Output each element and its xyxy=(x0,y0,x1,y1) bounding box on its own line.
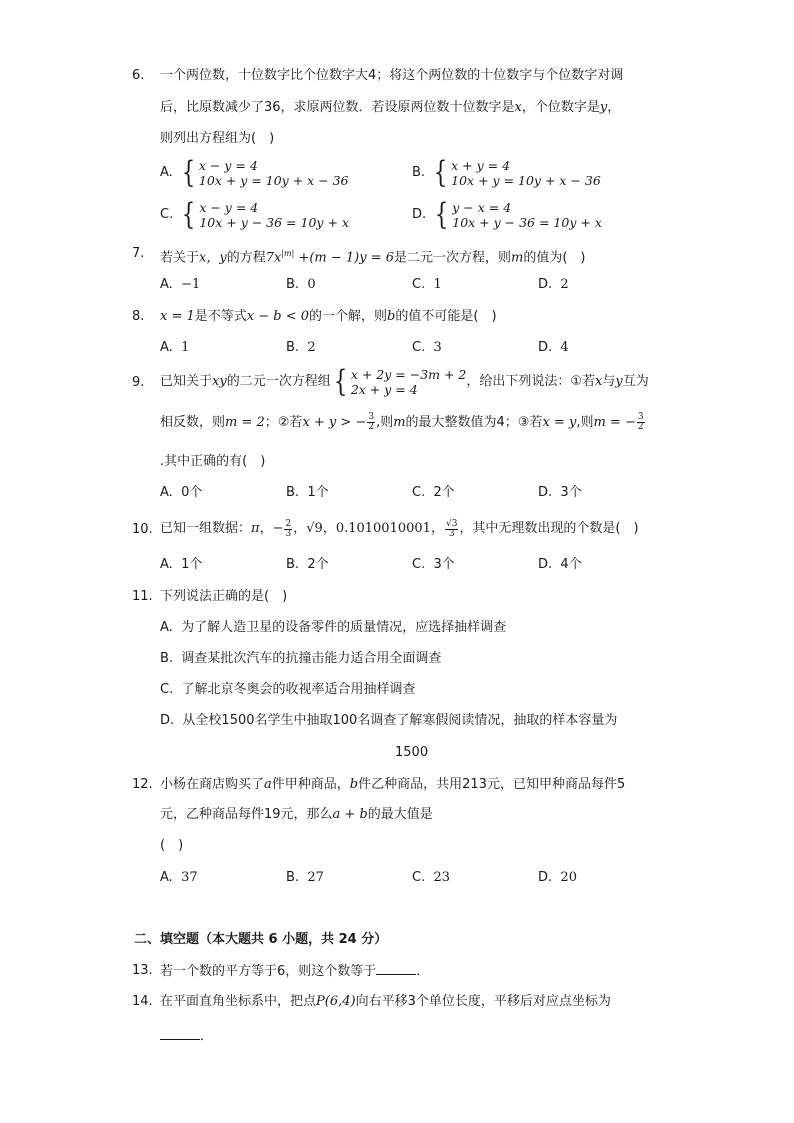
q14-line1: 在平面直角坐标系中，把点P(6,4)向右平移3个单位长度，平移后对应点坐标为 xyxy=(160,994,611,1009)
q7-option-b[interactable]: B. 0 xyxy=(286,277,316,292)
q8-option-b[interactable]: B. 2 xyxy=(286,340,316,355)
q6-number: 6. xyxy=(132,68,145,83)
q9-line3: .其中正确的有( ) xyxy=(160,454,266,469)
q14-line2: ． xyxy=(160,1027,213,1046)
q6-line2: 后，比原数减少了36，求原两位数．若设原两位数十位数字是x，个位数字是y， xyxy=(160,100,621,115)
q12-option-d[interactable]: D. 20 xyxy=(538,870,577,885)
q7-number: 7. xyxy=(132,246,145,261)
q9-option-c[interactable]: C. 2个 xyxy=(412,485,455,500)
q11-option-d-continued: 1500 xyxy=(395,745,429,760)
q11-option-d[interactable]: D. 从全校1500名学生中抽取100名调查了解寒假阅读情况，抽取的样本容量为 xyxy=(160,713,618,728)
q10-option-d[interactable]: D. 4个 xyxy=(538,557,582,572)
fraction: $\frac{3}{2}$ xyxy=(368,412,375,432)
q6-line1: 一个两位数，十位数字比个位数字大4；将这个两位数的十位数字与个位数字对调 xyxy=(160,68,624,83)
q11-stem: 下列说法正确的是( ) xyxy=(160,589,288,604)
q8-number: 8. xyxy=(132,309,145,324)
q8-option-c[interactable]: C. 3 xyxy=(412,340,442,355)
fraction: $\frac{3}{2}$ xyxy=(637,412,644,432)
section-heading-fill-in: 二、填空题（本大题共 6 小题，共 24 分） xyxy=(134,932,388,947)
q11-option-c[interactable]: C. 了解北京冬奥会的收视率适合用抽样调查 xyxy=(160,682,416,697)
q12-number: 12. xyxy=(132,777,153,792)
fraction: $\frac{√3}{3}$ xyxy=(445,518,458,539)
q8-stem: x = 1是不等式x − b < 0的一个解，则b的值不可能是( ) xyxy=(160,309,497,324)
q11-option-b[interactable]: B. 调查某批次汽车的抗撞击能力适合用全面调查 xyxy=(160,651,442,666)
q7-option-d[interactable]: D. 2 xyxy=(538,277,569,292)
answer-blank[interactable] xyxy=(160,1027,200,1040)
q10-option-b[interactable]: B. 2个 xyxy=(286,557,329,572)
q10-stem: 已知一组数据： π ， − $\frac{2}{3}$ ， √9 ， 0.1010010001 ， $\frac{√3}{3}$ ，其中无理数出现的个数是( ) xyxy=(160,518,639,539)
answer-blank[interactable] xyxy=(376,962,416,975)
q9-number: 9. xyxy=(132,375,145,390)
q11-number: 11. xyxy=(132,589,153,604)
q13-number: 13. xyxy=(132,963,153,978)
q9-option-d[interactable]: D. 3个 xyxy=(538,485,582,500)
q13-stem: 若一个数的平方等于6，则这个数等于 ． xyxy=(160,964,430,979)
q10-option-a[interactable]: A. 1个 xyxy=(160,557,203,572)
q12-line2: 元，乙种商品每件19元，那么a + b的最大值是 xyxy=(160,807,433,822)
q11-option-a[interactable]: A. 为了解人造卫星的设备零件的质量情况，应选择抽样调查 xyxy=(160,620,507,635)
q6-line3: 则列出方程组为( ) xyxy=(160,131,275,146)
q8-option-a[interactable]: A. 1 xyxy=(160,340,190,355)
q9-line1: 已知关于 xy 的二元一次方程组 { x + 2y = −3m + 2 2x + y = 4 ，给出下列说法：①若 x 与 y 互为 xyxy=(160,364,649,399)
q10-option-c[interactable]: C. 3个 xyxy=(412,557,455,572)
q12-option-b[interactable]: B. 27 xyxy=(286,870,324,885)
q7-option-a[interactable]: A. −1 xyxy=(160,277,201,292)
q9-line2: 相反数，则 m = 2 ；②若 x + y > − $\frac{3}{2}$ ,则 m 的最大整数值为4；③若 x = y ,则 m = − $\frac{3}{2}$ xyxy=(160,412,644,432)
q7-stem: 若关于x，y的方程$7x^{|m|} +(m - 1)y = 6$是二元一次方程，则m的值为( ) xyxy=(160,249,586,266)
q9-option-b[interactable]: B. 1个 xyxy=(286,485,329,500)
q12-line1: 小杨在商店购买了a件甲种商品，b件乙种商品，共用213元，已知甲种商品每件5 xyxy=(160,777,626,792)
q14-number: 14. xyxy=(132,994,153,1009)
q12-option-a[interactable]: A. 37 xyxy=(160,870,198,885)
q7-option-c[interactable]: C. 1 xyxy=(412,277,442,292)
q10-number: 10. xyxy=(132,522,153,537)
q9-option-a[interactable]: A. 0个 xyxy=(160,485,203,500)
fraction: $\frac{2}{3}$ xyxy=(285,518,292,539)
q12-option-c[interactable]: C. 23 xyxy=(412,870,451,885)
q12-line3: ( ) xyxy=(160,838,184,853)
q8-option-d[interactable]: D. 4 xyxy=(538,340,569,355)
